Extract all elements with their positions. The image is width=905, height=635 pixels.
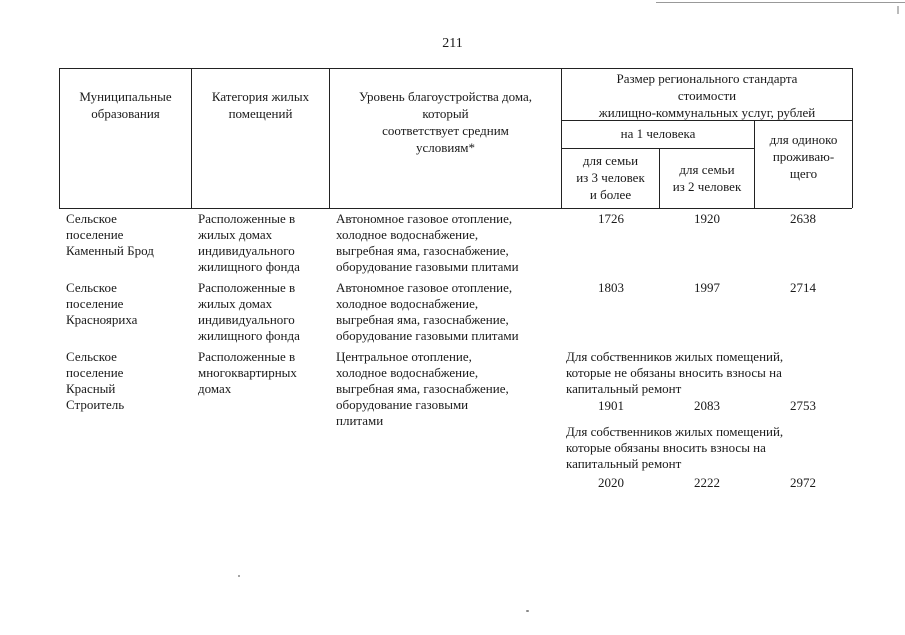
header-standard-size: Размер регионального стандарта стоимости жилищно-коммунальных услуг, рублей xyxy=(598,71,816,120)
value-family-2: 2083 xyxy=(694,398,720,413)
level-cell: Автономное газовое отопление, холодное водоснабжение, выгребная яма, газоснабжение, оборудование газовыми плитами xyxy=(336,211,519,274)
scan-edge-line xyxy=(656,2,905,3)
value-family-3: 1901 xyxy=(598,398,624,413)
value-family-2: 1920 xyxy=(694,211,720,226)
header-single: для одиноко проживаю- щего xyxy=(769,132,838,181)
scan-speck xyxy=(238,575,240,577)
header-level: Уровень благоустройства дома, который соответствует средним условиям* xyxy=(358,89,533,155)
header-family-2: для семьи из 2 человек xyxy=(672,162,742,194)
header-category: Категория жилых помещений xyxy=(211,89,310,121)
value-single: 2972 xyxy=(790,475,816,490)
category-cell: Расположенные в жилых домах индивидуального жилищного фонда xyxy=(198,280,300,343)
value-single: 2638 xyxy=(790,211,816,226)
municipality-cell: Сельское поселение Красный Строитель xyxy=(66,349,125,412)
owner-note-repair-fee: Для собственников жилых помещений, которые обязаны вносить взносы на капитальный ремонт xyxy=(566,424,784,471)
value-family-3: 2020 xyxy=(598,475,624,490)
scan-speck xyxy=(526,610,529,612)
municipality-cell: Сельское поселение Каменный Брод xyxy=(66,211,154,258)
header-family-3: для семьи из 3 человек и более xyxy=(576,153,645,202)
scan-edge-mark xyxy=(897,6,899,14)
level-cell: Автономное газовое отопление, холодное водоснабжение, выгребная яма, газоснабжение, оборудование газовыми плитами xyxy=(336,280,519,343)
category-cell: Расположенные в многоквартирных домах xyxy=(198,349,297,396)
category-cell: Расположенные в жилых домах индивидуального жилищного фонда xyxy=(198,211,300,274)
header-per-person: на 1 человека xyxy=(620,126,696,141)
value-single: 2753 xyxy=(790,398,816,413)
value-single: 2714 xyxy=(790,280,816,295)
value-family-3: 1726 xyxy=(598,211,624,226)
header-municipality: Муниципальные образования xyxy=(79,89,172,121)
value-family-3: 1803 xyxy=(598,280,624,295)
page-number: 211 xyxy=(442,36,463,51)
level-cell: Центральное отопление, холодное водоснабжение, выгребная яма, газоснабжение, оборудование газовыми плитами xyxy=(336,349,509,428)
value-family-2: 2222 xyxy=(694,475,720,490)
owner-note-no-repair-fee: Для собственников жилых помещений, которые не обязаны вносить взносы на капитальный ремонт xyxy=(566,349,784,396)
municipality-cell: Сельское поселение Краснояриха xyxy=(66,280,138,327)
value-family-2: 1997 xyxy=(694,280,720,295)
